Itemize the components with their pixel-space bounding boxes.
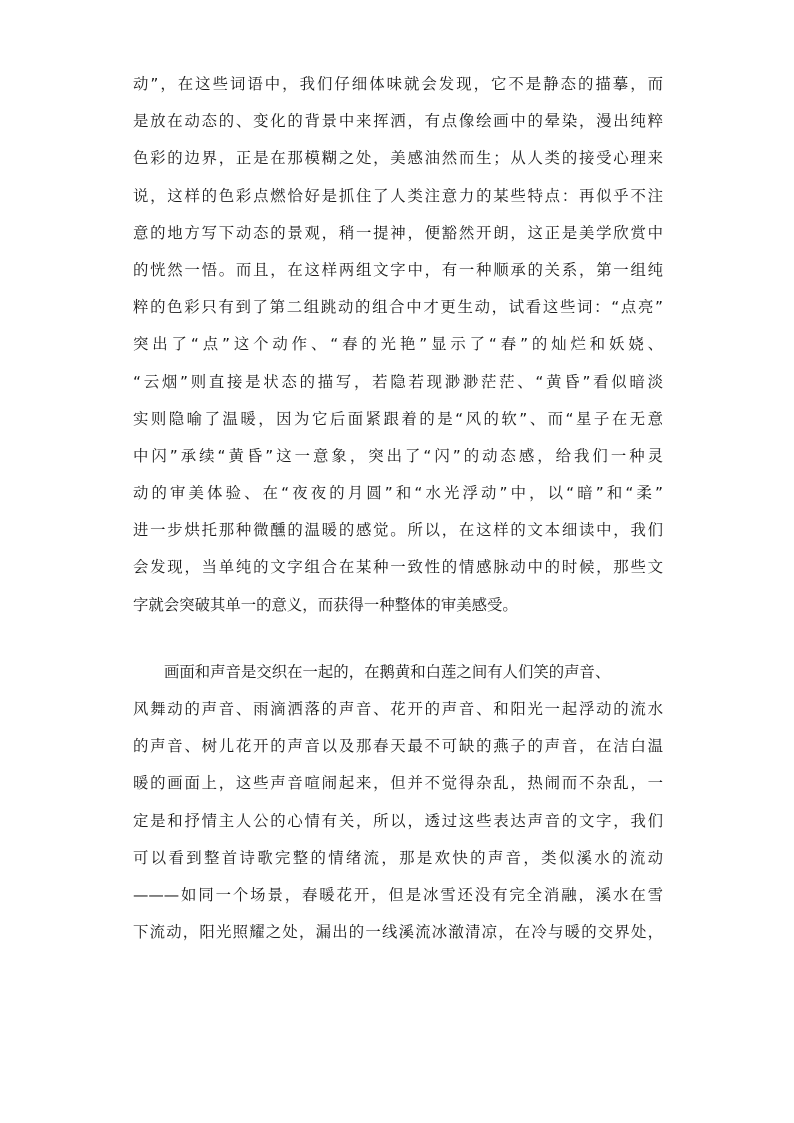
text-line: 意的地方写下动态的景观，稍一提神，便豁然开朗，这正是美学欣赏中: [133, 223, 663, 242]
text-line: ———如同一个场景，春暖花开，但是冰雪还没有完全消融，溪水在雪: [133, 885, 663, 904]
text-line: 色彩的边界，正是在那模糊之处，美感油然而生；从人类的接受心理来: [133, 149, 663, 168]
text-line: “云烟”则直接是状态的描写，若隐若现渺渺茫茫、“黄昏”看似暗淡: [133, 372, 663, 391]
text-line: 动”，在这些词语中，我们仔细体味就会发现，它不是静态的描摹，而: [133, 75, 663, 93]
text-line: 突出了“点”这个动作、“春的光艳”显示了“春”的灿烂和妖娆、: [133, 335, 663, 354]
paragraph-2: [133, 654, 663, 952]
text-line: 动的审美体验、在“夜夜的月圆”和“水光浮动”中，以“暗”和“柔”: [133, 484, 663, 503]
text-line: 字就会突破其单一的意义，而获得一种整体的审美感受。: [133, 595, 518, 614]
text-line: 风舞动的声音、雨滴洒落的声音、花开的声音、和阳光一起浮动的流水: [133, 700, 663, 718]
text-line: 的恍然一悟。而且，在这样两组文字中，有一种顺承的关系，第一组纯: [133, 260, 663, 279]
text-line: 是放在动态的、变化的背景中来挥洒，有点像绘画中的晕染，漫出纯粹: [133, 112, 663, 131]
text-line: 定是和抒情主人公的心情有关，所以，透过这些表达声音的文字，我们: [133, 811, 663, 830]
text-line: 可以看到整首诗歌完整的情绪流，那是欢快的声音，类似溪水的流动: [133, 848, 663, 867]
paragraph-spacer: [133, 624, 663, 654]
body-text: [133, 66, 663, 951]
text-line: 下流动，阳光照耀之处，漏出的一线溪流冰澈清凉，在冷与暖的交界处，: [133, 923, 663, 942]
text-line: 进一步烘托那种微醺的温暖的感觉。所以，在这样的文本细读中，我们: [133, 521, 663, 540]
text-line: 说，这样的色彩点燃恰好是抓住了人类注意力的某些特点：再似乎不注: [133, 186, 663, 205]
text-line: 粹的色彩只有到了第二组跳动的组合中才更生动，试看这些词：“点亮”: [133, 298, 663, 317]
text-line: 暖的画面上，这些声音喧闹起来，但并不觉得杂乱，热闹而不杂乱，一: [133, 774, 663, 793]
text-line: 中闪”承续“黄昏”这一意象，突出了“闪”的动态感，给我们一种灵: [133, 446, 663, 465]
text-line: 画面和声音是交织在一起的，在鹅黄和白莲之间有人们笑的声音、: [164, 662, 611, 681]
paragraph-1: [133, 66, 663, 624]
text-line: 实则隐喻了温暖，因为它后面紧跟着的是“风的软”、而“星子在无意: [133, 409, 663, 428]
text-line: 会发现，当单纯的文字组合在某种一致性的情感脉动中的时候，那些文: [133, 558, 663, 577]
text-line: 的声音、树儿花开的声音以及那春天最不可缺的燕子的声音，在洁白温: [133, 737, 663, 756]
